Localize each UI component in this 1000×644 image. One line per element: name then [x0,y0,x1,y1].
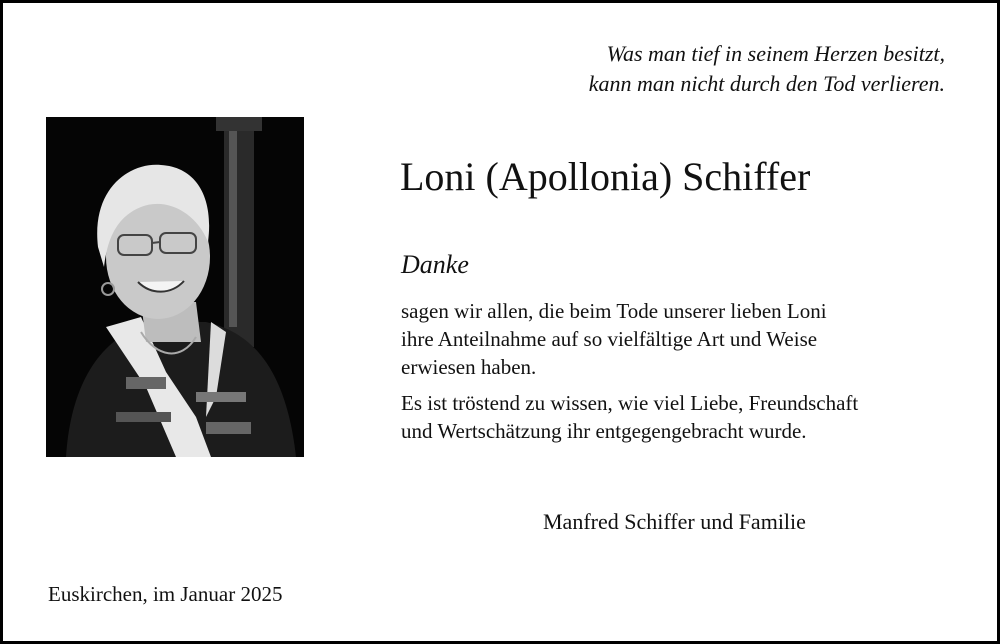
message-para1-line-1: sagen wir allen, die beim Tode unserer lieben Loni [401,299,827,323]
message-para1-line-2: ihre Anteilnahme auf so vielfältige Art und Weise [401,327,818,351]
quote-line-1: Was man tief in seinem Herzen besitzt, [606,41,945,66]
message-para2-line-1: Es ist tröstend zu wissen, wie viel Liebe, Freundschaft [401,391,859,415]
message-body [401,297,971,445]
quote-line-2: kann man nicht durch den Tod verlieren. [588,71,945,96]
signature: Manfred Schiffer und Familie [543,509,806,534]
portrait-photo [46,117,304,457]
message-para1-line-3: erwiesen haben. [401,355,537,379]
thanks-heading: Danke [401,250,469,279]
place-and-date: Euskirchen, im Januar 2025 [48,582,283,606]
message-para2-line-2: und Wertschätzung ihr entgegengebracht wurde. [401,419,807,443]
memorial-quote [485,39,945,99]
deceased-name: Loni (Apollonia) Schiffer [400,154,811,199]
